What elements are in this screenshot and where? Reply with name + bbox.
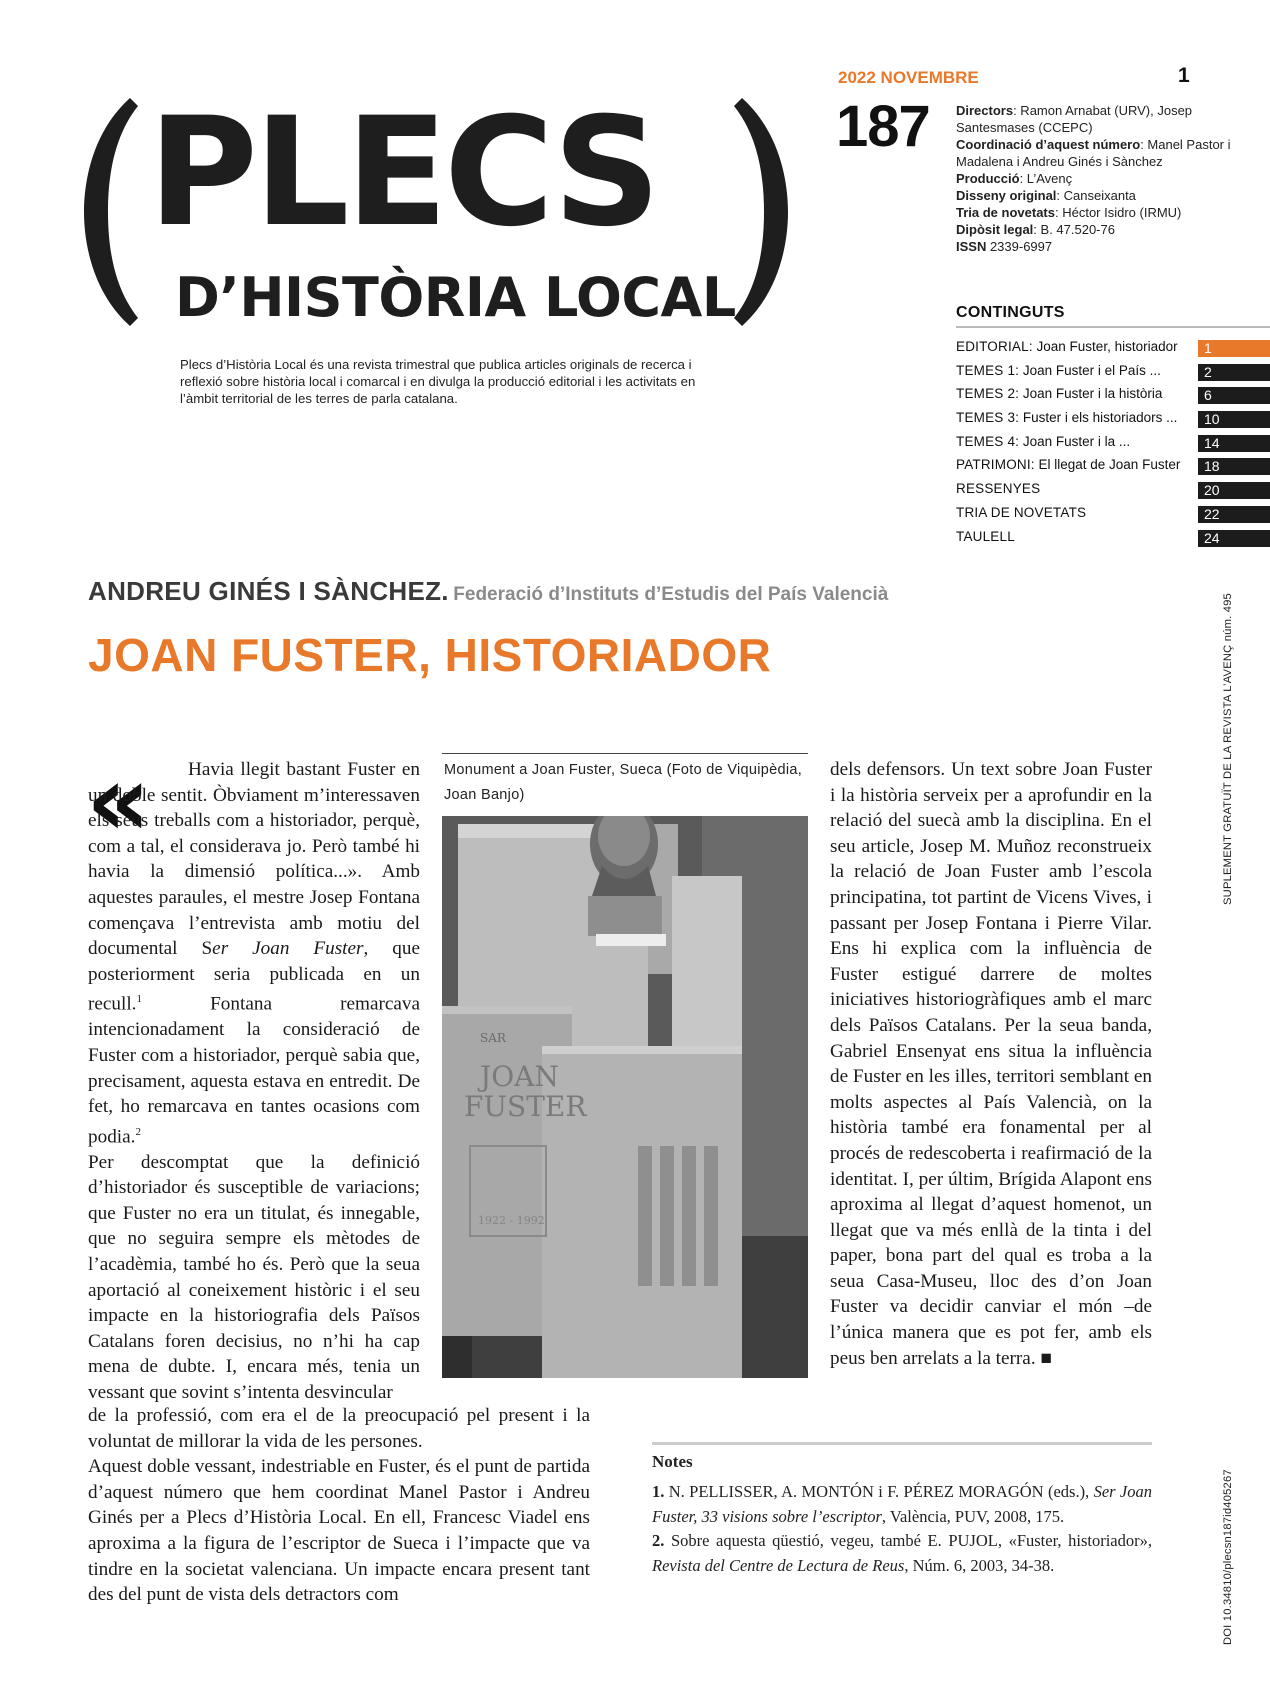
notes-divider (652, 1442, 1152, 1445)
author-name: ANDREU GINÉS I SÀNCHEZ. (88, 576, 449, 606)
contents-list (956, 337, 1270, 550)
note-item: 2. Sobre aquesta qüestió, vegeu, també E. PUJOL, «Fuster, historiador», Revista del Centre de Lectura de Reus, Núm. 6, 2003, 34-38. (652, 1531, 1152, 1575)
author-affiliation: Federació d’Instituts d’Estudis del País Valencià (453, 584, 889, 605)
contents-divider (956, 326, 1270, 328)
contents-item[interactable]: TEMES 4: Joan Fuster i la ... 14 (956, 432, 1270, 456)
article-column-1 (86, 742, 420, 1406)
contents-title: CONTINGUTS (956, 304, 1065, 321)
credit-line: Dipòsit legal: B. 47.520-76 (956, 222, 1115, 237)
right-bracket-logo (732, 92, 794, 332)
credit-line: Coordinació d’aquest número: Manel Pastor i Madalena i Andreu Ginés i Sànchez (956, 137, 1231, 169)
contents-page: 20 (1198, 482, 1270, 499)
caption-rule (442, 753, 808, 754)
paragraph: Aquest doble vessant, indestriable en Fuster, és el punt de partida d’aquest número que hem coordinat Manel Pastor i Andreu Ginés per a Plecs d’Història Local. En ell, Francesc Viadel ens aproxima a la figura de l’escriptor de Sueca i l’impacte que va tindre en la societat valenciana. Un impacte encara present tant des del punt de vista dels detractors com (88, 1456, 590, 1606)
journal-intro: Plecs d’Història Local és una revista trimestral que publica articles originals de recerca i reflexió sobre història local i comarcal i en divulga la producció editorial i les activitats en l’àmbit territorial de les terres de parla catalana. (180, 357, 696, 406)
paragraph: Per descomptat que la definició d’historiador és susceptible de variacions; que Fuster no era un titulat, és innegable, que no seguira sempre els mètodes de l’acadèmia, també ho és. Però que la seua aportació al coneixement històric i el seu impacte en la historiografia dels Països Catalans foren decisius, no n’hi ha cap mena de dubte. I, encara més, tenia un vessant que sovint s’intenta desvincular (88, 1151, 420, 1404)
contents-page: 22 (1198, 506, 1270, 523)
paragraph: Havia llegit bastant Fuster en un doble sentit. Òbviament m’interessaven els seus treballs com a historiador, perquè, com a tal, el considerava jo. Però també hi havia la dimensió política...». Amb aquestes paraules, el mestre Josep Fontana començava l’entrevista amb motiu del documental Ser Joan Fuster, que posteriorment seria publicada en un recull.$^1$ Fontana remarcava intencionadament la consideració de Fuster com a historiador, perquè sabia que, precisament, aquesta estava en entredit. De fet, ho remarcava en tantes ocasions com podia.$^2$ (88, 759, 420, 1148)
paragraph: de la professió, com era el de la preocupació pel present i la voluntat de millorar la vida de les persones. (88, 1405, 590, 1452)
photo-caption: Monument a Joan Fuster, Sueca (Foto de Viquipèdia, Joan Banjo) (444, 762, 803, 803)
contents-page: 18 (1198, 458, 1270, 475)
contents-item[interactable]: PATRIMONI: El llegat de Joan Fuster 18 (956, 455, 1270, 479)
credit-line: Disseny original: Canseixanta (956, 188, 1136, 203)
contents-item[interactable]: TEMES 1: Joan Fuster i el País ... 2 (956, 361, 1270, 385)
article-title: JOAN FUSTER, HISTORIADOR (88, 629, 772, 681)
notes-title: Notes (652, 1452, 693, 1471)
contents-item[interactable]: EDITORIAL: Joan Fuster, historiador 1 (956, 337, 1270, 361)
page-number: 1 (1178, 64, 1190, 87)
end-mark: ■ (1040, 1347, 1053, 1369)
contents-page: 2 (1198, 364, 1270, 381)
contents-item[interactable]: TRIA DE NOVETATS 22 (956, 503, 1270, 527)
left-bracket-logo (78, 92, 140, 332)
paragraph: dels defensors. Un text sobre Joan Fuster i la història serveix per a aprofundir en la relació del suecà amb la disciplina. En el seu article, Josep M. Muñoz reconstrueix la relació de Joan Fuster amb l’escola principatina, tot partint de Vicens Vives, i passant per Josep Fontana i Pierre Vilar. Ens hi explica com la influència de Fuster estigué darrere de moltes iniciatives historiogràfiques amb el marc dels Països Catalans. Per la seua banda, Gabriel Ensenyat ens situa la influència de Fuster en les illes, territori semblant en molts aspectes al País Valencià, on la història també era fonamental per al procés de redescoberta i reafirmació de la identitat. I, per últim, Brígida Alapont ens aproxima al llegat d’aquest homenot, un llegat que va més enllà de la tinta i del paper, bona part del qual es troba a la seua Casa-Museu, lloc des d’on Joan Fuster va decidir canviar el món –de l’única manera que es pot fer, amb els peus ben arrelats a la terra. ■ (830, 759, 1152, 1369)
contents-item[interactable]: RESSENYES 20 (956, 479, 1270, 503)
contents-page: 24 (1198, 530, 1270, 547)
svg-text:JOAN: JOAN (480, 1060, 559, 1093)
monument-illustration (442, 816, 808, 1378)
credit-line: Producció: L’Avenç (956, 171, 1073, 186)
contents-item[interactable]: TEMES 3: Fuster i els historiadors ... 10 (956, 408, 1270, 432)
logo-subtitle: D’HISTÒRIA LOCAL (175, 266, 736, 329)
opening-quote-mark: « (86, 742, 133, 859)
article-column-1-lower (88, 1403, 590, 1608)
notes-list (652, 1480, 1152, 1578)
doi-note: DOI 10.34810/plecsn187id405267 (1222, 1469, 1234, 1645)
monument-photo (442, 816, 808, 1378)
issue-date: 2022 NOVEMBRE (838, 68, 979, 87)
supplement-note: SUPLEMENT GRATUÏT DE LA REVISTA L’AVENÇ núm. 495 (1222, 593, 1234, 905)
svg-text:SAR: SAR (480, 1031, 506, 1045)
logo-plecs: PLECS (148, 86, 657, 260)
contents-page: 10 (1198, 411, 1270, 428)
credits (956, 102, 1256, 255)
contents-page: 14 (1198, 435, 1270, 452)
svg-text:1922 - 1992: 1922 - 1992 (478, 1214, 545, 1227)
contents-page: 6 (1198, 387, 1270, 404)
article-column-2 (830, 757, 1152, 1371)
contents-item[interactable]: TEMES 2: Joan Fuster i la història 6 (956, 384, 1270, 408)
credit-line: ISSN 2339-6997 (956, 239, 1053, 254)
issue-number: 187 (836, 94, 930, 159)
contents-item[interactable]: TAULELL 24 (956, 527, 1270, 551)
credit-line: Tria de novetats: Héctor Isidro (IRMU) (956, 205, 1182, 220)
contents-page: 1 (1198, 340, 1270, 357)
author-line (88, 576, 888, 607)
note-item: 1. N. PELLISSER, A. MONTÓN i F. PÉREZ MORAGÓN (eds.), Ser Joan Fuster, 33 visions sobre l’escriptor, València, PUV, 2008, 175. (652, 1482, 1152, 1526)
credit-line: Directors: Ramon Arnabat (URV), Josep Santesmases (CCEPC) (956, 103, 1193, 135)
svg-text:FUSTER: FUSTER (464, 1090, 587, 1123)
